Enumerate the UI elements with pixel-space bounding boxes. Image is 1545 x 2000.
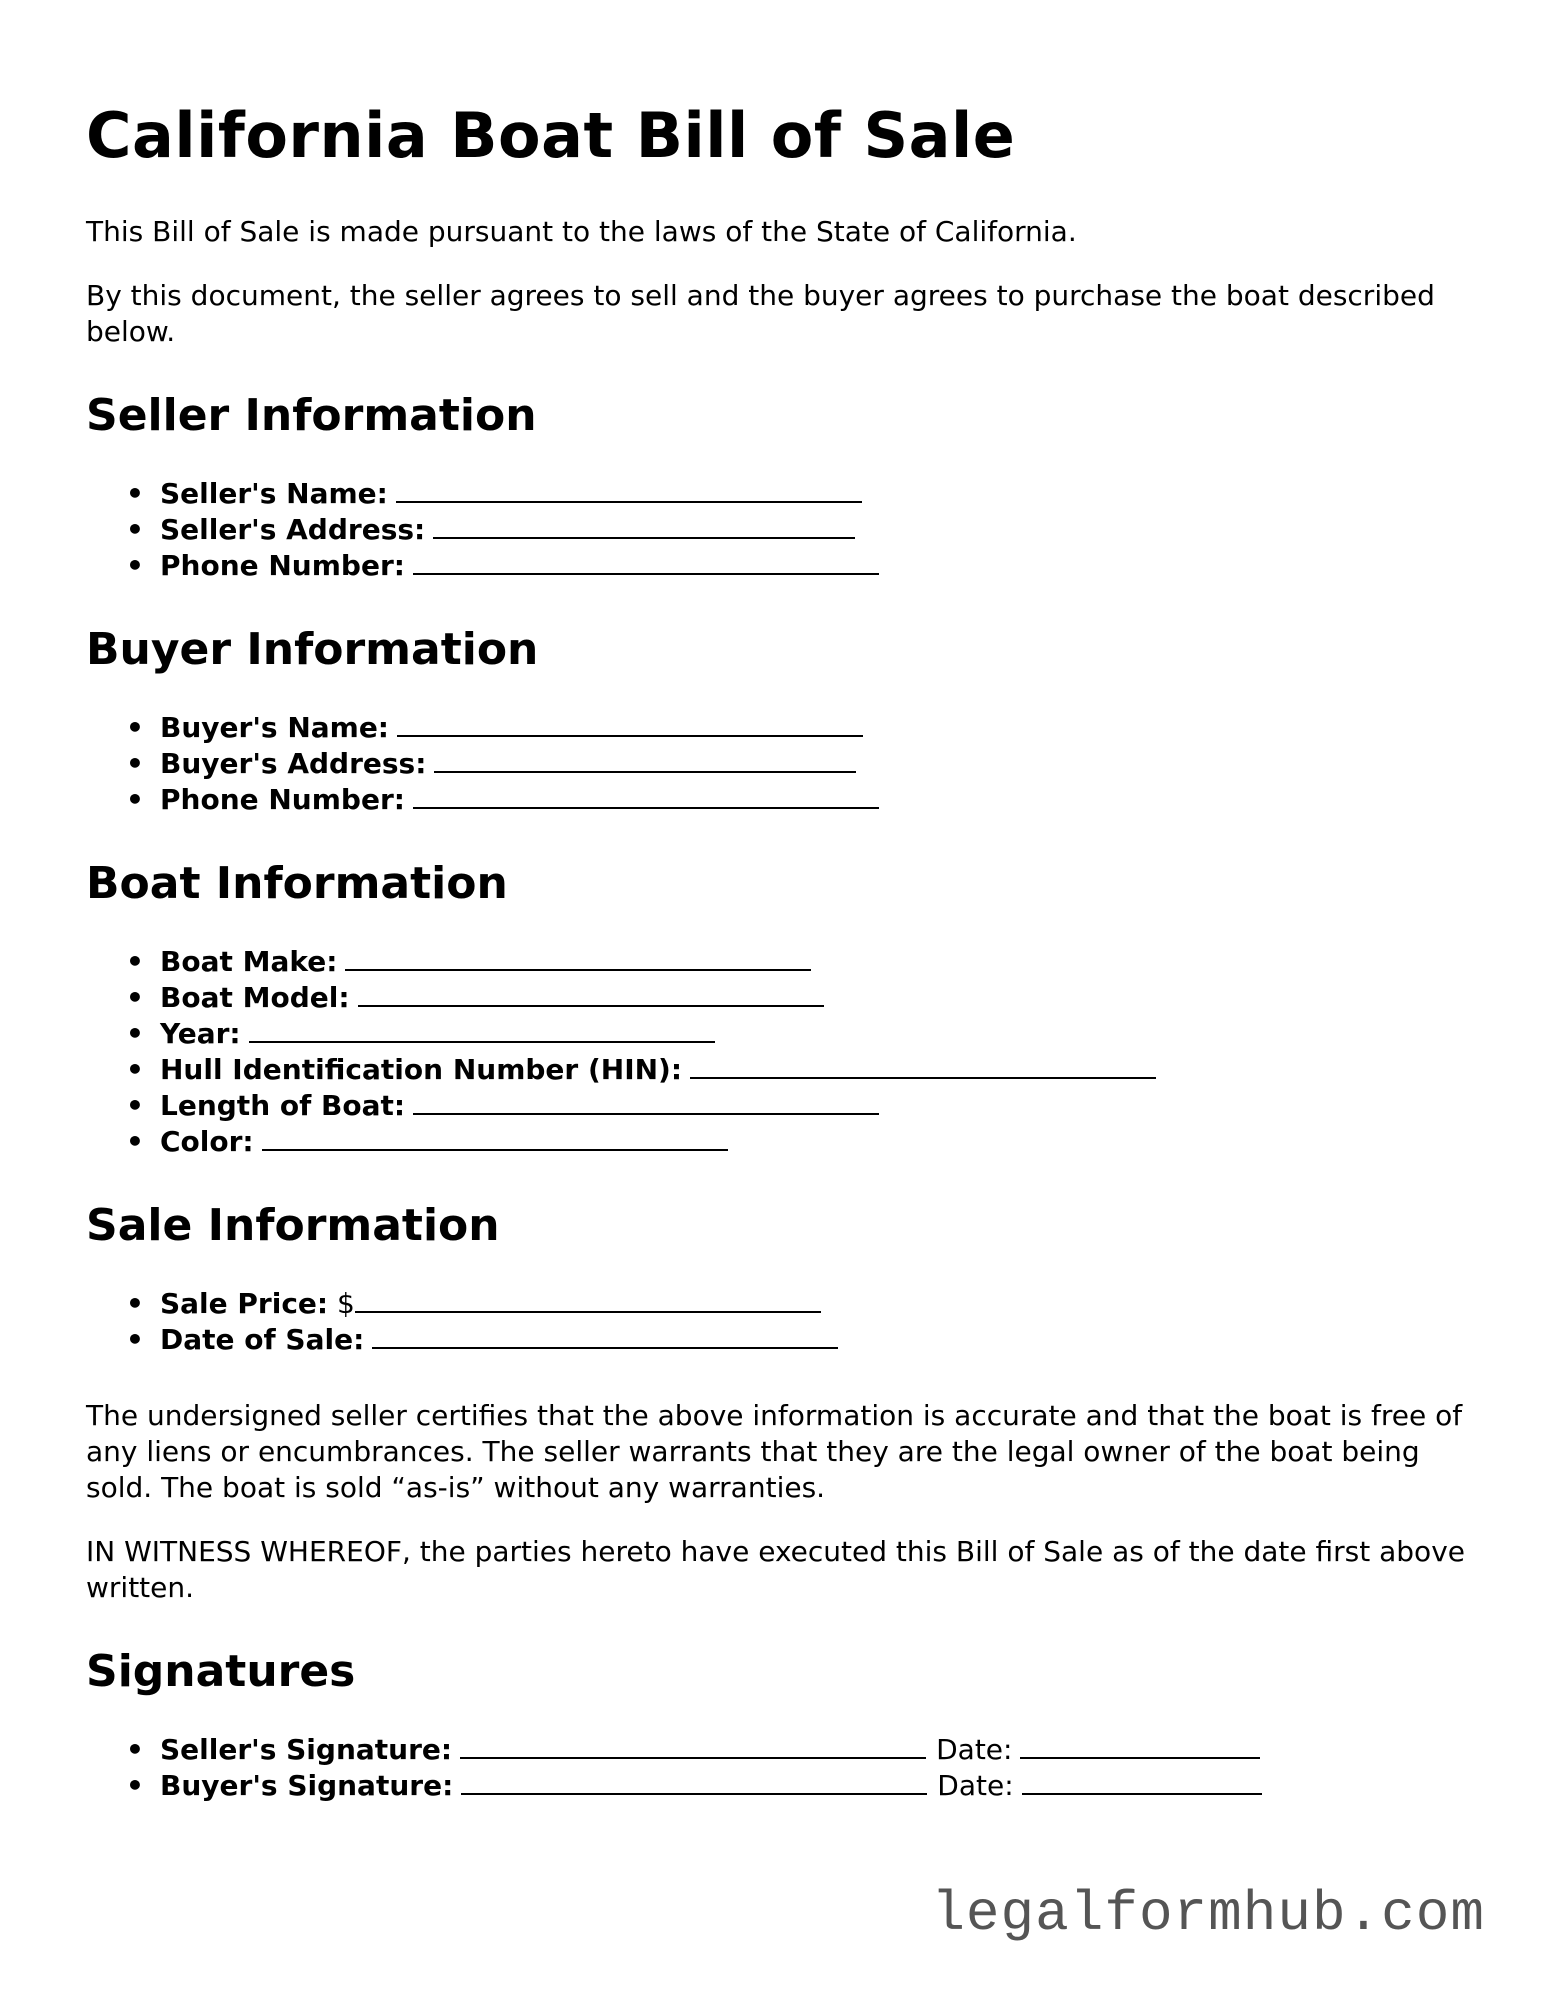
sale-price-field [126, 1286, 1466, 1322]
boat-make-field [126, 944, 1466, 980]
bullet-icon: • [126, 1323, 144, 1356]
bullet-icon: • [126, 747, 144, 780]
field-label: Phone Number: [160, 783, 405, 816]
seller-date-blank[interactable] [1020, 1735, 1260, 1759]
currency-prefix: $ [337, 1287, 355, 1320]
field-label: Color: [160, 1125, 254, 1158]
buyer-date-blank[interactable] [1022, 1771, 1262, 1795]
field-label: Phone Number: [160, 549, 405, 582]
bullet-icon: • [126, 1089, 144, 1122]
boat-model-blank[interactable] [358, 983, 824, 1007]
field-label: Hull Identification Number (HIN): [160, 1053, 683, 1086]
seller-name-field [126, 476, 1466, 512]
intro-paragraph-1: This Bill of Sale is made pursuant to the laws of the State of California. [86, 215, 1077, 248]
field-label: Boat Make: [160, 945, 338, 978]
page-title: California Boat Bill of Sale [86, 99, 1016, 172]
boat-length-blank[interactable] [413, 1091, 879, 1115]
boat-heading: Boat Information [86, 858, 508, 909]
buyer-signature-blank[interactable] [461, 1771, 927, 1795]
bullet-icon: • [126, 783, 144, 816]
buyer-name-field [126, 710, 1466, 746]
bullet-icon: • [126, 1053, 144, 1086]
boat-model-field [126, 980, 1466, 1016]
sale-date-field [126, 1322, 1466, 1358]
field-label: Date of Sale: [160, 1323, 365, 1356]
buyer-signature-field [126, 1768, 1466, 1804]
intro-paragraph-2: By this document, the seller agrees to sell and the buyer agrees to purchase the boat described below. [86, 279, 1435, 348]
boat-length-field [126, 1088, 1466, 1124]
boat-color-field [126, 1124, 1466, 1160]
boat-year-field [126, 1016, 1466, 1052]
sale-price-blank[interactable] [355, 1289, 821, 1313]
certification-paragraph: The undersigned seller certifies that the above information is accurate and that the boat is free of any liens or encumbrances. The seller warrants that they are the legal owner of the boat being sold. The boat is sold “as-is” without any warranties. [86, 1399, 1463, 1504]
buyer-address-blank[interactable] [434, 749, 856, 773]
bullet-icon: • [126, 1769, 144, 1802]
boat-year-blank[interactable] [249, 1019, 715, 1043]
bullet-icon: • [126, 513, 144, 546]
buyer-heading: Buyer Information [86, 624, 539, 675]
buyer-fields [86, 710, 1466, 818]
bullet-icon: • [126, 549, 144, 582]
boat-hin-field [126, 1052, 1466, 1088]
field-label: Buyer's Address: [160, 747, 427, 780]
seller-phone-field [126, 548, 1466, 584]
bullet-icon: • [126, 1125, 144, 1158]
boat-hin-blank[interactable] [690, 1055, 1156, 1079]
boat-make-blank[interactable] [345, 947, 811, 971]
field-label: Seller's Signature: [160, 1733, 453, 1766]
bullet-icon: • [126, 1287, 144, 1320]
sale-date-blank[interactable] [372, 1325, 838, 1349]
document-page [86, 100, 1466, 1844]
seller-signature-blank[interactable] [460, 1735, 926, 1759]
boat-color-blank[interactable] [262, 1127, 728, 1151]
seller-fields [86, 476, 1466, 584]
bullet-icon: • [126, 477, 144, 510]
bullet-icon: • [126, 1733, 144, 1766]
sale-fields [86, 1286, 1466, 1358]
field-label: Seller's Address: [160, 513, 426, 546]
date-label: Date: [937, 1769, 1014, 1802]
field-label: Boat Model: [160, 981, 350, 1014]
buyer-name-blank[interactable] [397, 713, 863, 737]
bullet-icon: • [126, 981, 144, 1014]
date-label: Date: [936, 1733, 1013, 1766]
buyer-phone-field [126, 782, 1466, 818]
bullet-icon: • [126, 711, 144, 744]
field-label: Length of Boat: [160, 1089, 406, 1122]
seller-signature-field [126, 1732, 1466, 1768]
buyer-address-field [126, 746, 1466, 782]
field-label: Buyer's Name: [160, 711, 390, 744]
seller-phone-blank[interactable] [413, 551, 879, 575]
field-label: Year: [160, 1017, 241, 1050]
field-label: Sale Price: [160, 1287, 329, 1320]
buyer-phone-blank[interactable] [413, 785, 879, 809]
bullet-icon: • [126, 945, 144, 978]
seller-heading: Seller Information [86, 390, 537, 441]
sale-heading: Sale Information [86, 1200, 500, 1251]
seller-name-blank[interactable] [396, 479, 862, 503]
signatures-heading: Signatures [86, 1646, 356, 1697]
seller-address-field [126, 512, 1466, 548]
field-label: Seller's Name: [160, 477, 388, 510]
bullet-icon: • [126, 1017, 144, 1050]
boat-fields [86, 944, 1466, 1160]
witness-paragraph: IN WITNESS WHEREOF, the parties hereto have executed this Bill of Sale as of the date first above written. [86, 1535, 1465, 1604]
field-label: Buyer's Signature: [160, 1769, 454, 1802]
seller-address-blank[interactable] [433, 515, 855, 539]
signature-fields [86, 1732, 1466, 1804]
watermark: legalformhub.com [931, 1882, 1485, 1946]
